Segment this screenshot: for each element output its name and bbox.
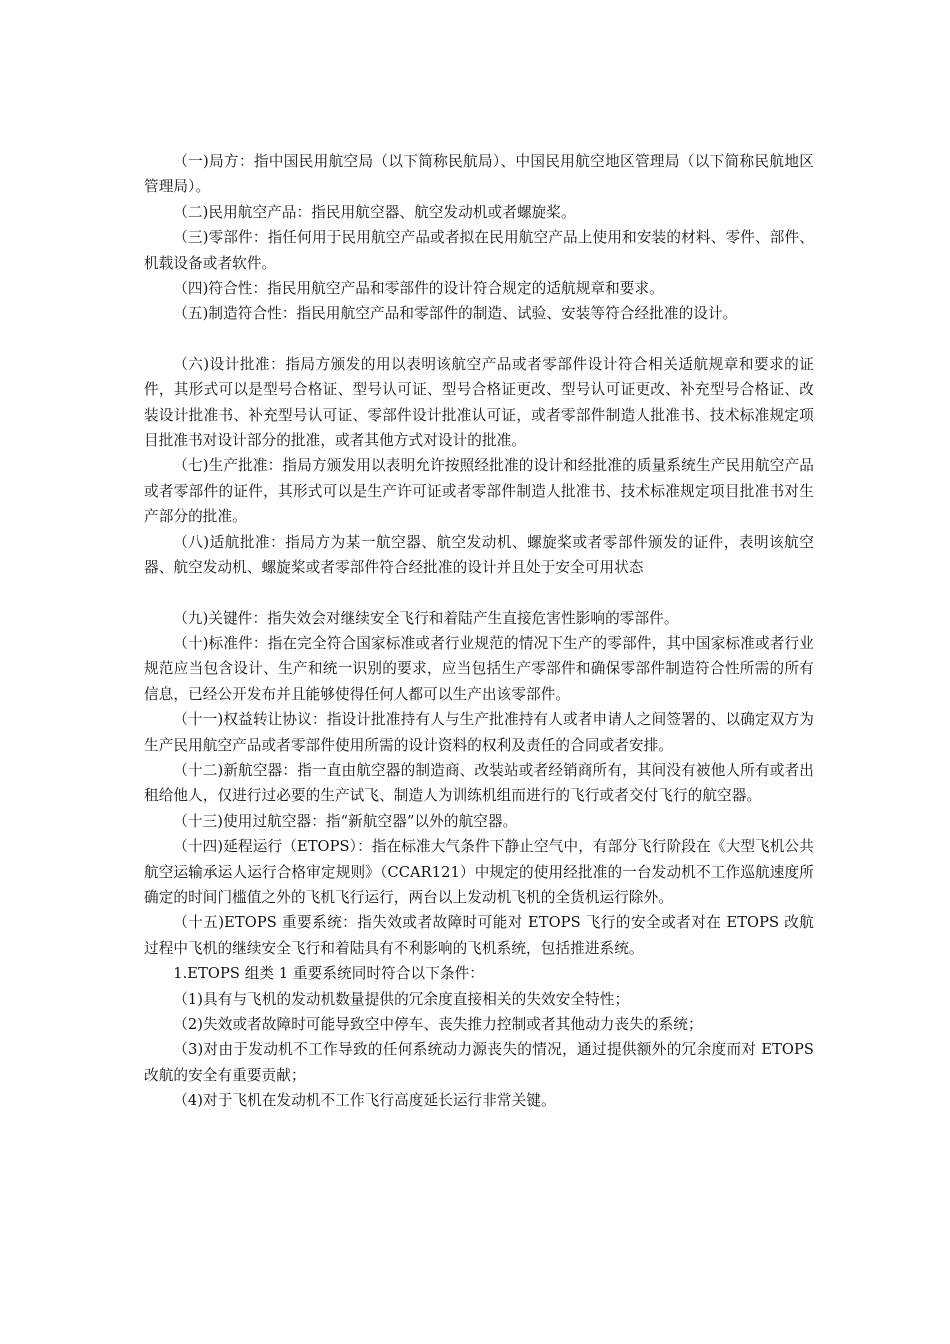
paragraph-condition-1: （1)具有与飞机的发动机数量提供的冗余度直接相关的失效安全特性； [173,990,630,1008]
paragraph-condition-3: （3)对由于发动机不工作导致的任何系统动力源丧失的情况，通过提供额外的冗余度而对 ETOPS 改航的安全有重要贡献； [144,1041,814,1084]
paragraph-definition-12: （十二)新航空器：指一直由航空器的制造商、改装站或者经销商所有，其间没有被他人所有或者出租给他人，仅进行过必要的生产试飞、制造人为训练机组而进行的飞行或者交付飞行的航空器。 [144,761,814,805]
document-body [144,149,814,1114]
paragraph-definition-10: （十)标准件：指在完全符合国家标准或者行业规范的情况下生产的零部件，其中国家标准或者行业规范应当包含设计、生产和统一识别的要求，应当包括生产零部件和确保零部件制造符合性所需的所有信息，已经公开发布并且能够使得任何人都可以生产出该零部件。 [144,634,814,703]
paragraph-condition-4: （4)对于飞机在发动机不工作飞行高度延长运行非常关键。 [173,1092,556,1110]
paragraph-condition-2: （2)失效或者故障时可能导致空中停车、丧失推力控制或者其他动力丧失的系统； [173,1016,703,1033]
paragraph-definition-14: （十四)延程运行（ETOPS）：指在标准大气条件下静止空气中，有部分飞行阶段在《大型飞机公共航空运输承运人运行合格审定规则》（CCAR121）中规定的使用经批准的一台发动机不工作巡航速度所确定的时间门槛值之外的飞机飞行运行，两台以上发动机飞机的全货机运行除外。 [144,838,814,906]
paragraph-definition-6: （六)设计批准：指局方颁发的用以表明该航空产品或者零部件设计符合相关适航规章和要求的证件，其形式可以是型号合格证、型号认可证、型号合格证更改、型号认可证更改、补充型号合格证、改装设计批准书、补充型号认可证、零部件设计批准认可证，或者零部件制造人批准书、技术标准规定项目批准书对设计部分的批准，或者其他方式对设计的批准。 [144,355,814,450]
paragraph-definition-7: （七)生产批准：指局方颁发用以表明允许按照经批准的设计和经批准的质量系统生产民用航空产品或者零部件的证件，其形式可以是生产许可证或者零部件制造人批准书、技术标准规定项目批准书对生产部分的批准。 [144,457,814,526]
paragraph-definition-2: （二)民用航空产品：指民用航空器、航空发动机或者螺旋桨。 [173,203,576,221]
paragraph-definition-15: （十五)ETOPS 重要系统：指失效或者故障时可能对 ETOPS 飞行的安全或者对在 ETOPS 改航过程中飞机的继续安全飞行和着陆具有不利影响的飞机系统，包括推进系统。 [144,914,814,957]
paragraph-etops-group-1: 1.ETOPS 组类 1 重要系统同时符合以下条件： [173,965,484,983]
paragraph-definition-4: （四)符合性：指民用航空产品和零部件的设计符合规定的适航规章和要求。 [173,280,664,298]
paragraph-definition-8: （八)适航批准：指局方为某一航空器、航空发动机、螺旋桨或者零部件颁发的证件，表明该航空器、航空发动机、螺旋桨或者零部件符合经批准的设计并且处于安全可用状态 [144,533,814,577]
paragraph-definition-1: （一)局方：指中国民用航空局（以下简称民航局）、中国民用航空地区管理局（以下简称民航地区管理局）。 [144,153,814,196]
paragraph-spacer [144,581,814,606]
paragraph-definition-5: （五)制造符合性：指民用航空产品和零部件的制造、试验、安装等符合经批准的设计。 [173,305,738,323]
paragraph-spacer [144,327,814,352]
paragraph-definition-11: （十一)权益转让协议：指设计批准持有人与生产批准持有人或者申请人之间签署的、以确定双方为生产民用航空产品或者零部件使用所需的设计资料的权利及责任的合同或者安排。 [144,711,814,754]
paragraph-definition-13: （十三)使用过航空器：指“新航空器”以外的航空器。 [173,812,518,830]
paragraph-definition-3: （三)零部件：指任何用于民用航空产品或者拟在民用航空产品上使用和安装的材料、零件、部件、机载设备或者软件。 [144,229,814,272]
paragraph-definition-9: （九)关键件：指失效会对继续安全飞行和着陆产生直接危害性影响的零部件。 [173,609,679,627]
